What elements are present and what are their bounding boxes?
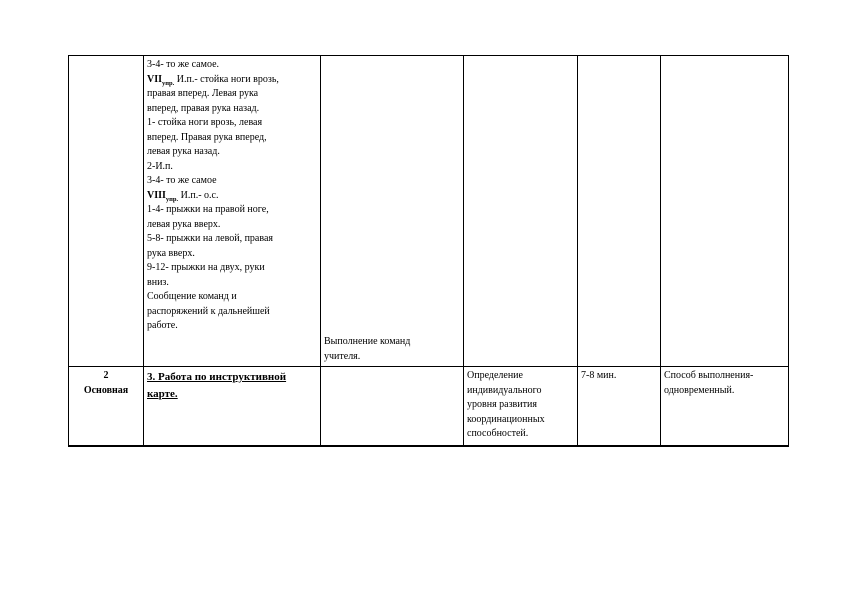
exercise-8-text: И.п.- о.с. <box>178 189 219 201</box>
stage-number: 2 <box>103 370 109 381</box>
content-line: 9-12- прыжки на двух, руки <box>147 262 265 273</box>
exercise-7-text: И.п.- стойка ноги врозь, <box>174 73 279 85</box>
goal-line: способностей. <box>467 428 529 439</box>
exercise-7-heading <box>147 73 317 88</box>
stage-name: Основная <box>83 384 129 396</box>
exercise-7-numeral: VII <box>147 73 163 85</box>
exercise-8-numeral: VIII <box>147 189 166 201</box>
content-line: 3-4- то же самое. <box>147 59 220 70</box>
content-line: 1-4- прыжки на правой ноге, <box>147 204 269 215</box>
content-line: 3-4- то же самое <box>147 175 217 186</box>
content-line: Сообщение команд и <box>147 291 237 302</box>
student-activity-cell <box>321 367 464 447</box>
content-line: 5-8- прыжки на левой, правая <box>147 233 273 244</box>
content-line: рука вверх. <box>147 247 195 259</box>
student-activity-cell <box>321 56 464 367</box>
exercise-8-sub: упр. <box>165 195 179 203</box>
time-cell <box>578 367 661 447</box>
content-line: вниз. <box>147 276 169 288</box>
content-cell <box>144 56 321 367</box>
goal-cell <box>464 56 578 367</box>
exercise-7-sub: упр. <box>162 79 175 87</box>
student-activity-line: учителя. <box>324 350 361 362</box>
table-row <box>69 367 789 447</box>
time-cell <box>578 56 661 367</box>
content-line: 2-И.п. <box>147 160 173 172</box>
student-activity-line: Выполнение команд <box>324 336 411 347</box>
stage-cell <box>69 367 144 447</box>
goal-line: Определение <box>467 370 523 381</box>
content-line: вперед, правая рука назад. <box>147 102 260 114</box>
goal-line: индивидуального <box>467 384 542 396</box>
stage-cell <box>69 56 144 367</box>
lesson-plan-table <box>68 55 789 447</box>
goal-line: уровня развития <box>467 399 537 410</box>
content-line: работе. <box>147 320 178 331</box>
content-line: распоряжений к дальнейшей <box>147 305 270 317</box>
content-line: 1- стойка ноги врозь, левая <box>147 117 263 128</box>
content-cell <box>144 367 321 447</box>
method-line: Способ выполнения- <box>664 370 754 381</box>
method-cell <box>661 56 789 367</box>
content-line: левая рука вверх. <box>147 218 221 230</box>
exercise-8-heading <box>147 189 317 204</box>
method-line: одновременный. <box>664 384 735 396</box>
section-title: 3. Работа по инструктивной карте. <box>147 371 287 400</box>
time-value: 7-8 мин. <box>581 370 617 381</box>
goal-cell <box>464 367 578 447</box>
content-line: правая вперед. Левая рука <box>147 88 259 99</box>
method-cell <box>661 367 789 447</box>
goal-line: координационных <box>467 413 545 425</box>
table-row <box>69 56 789 367</box>
content-line: вперед. Правая рука вперед, <box>147 131 267 143</box>
content-line: левая рука назад. <box>147 146 220 157</box>
